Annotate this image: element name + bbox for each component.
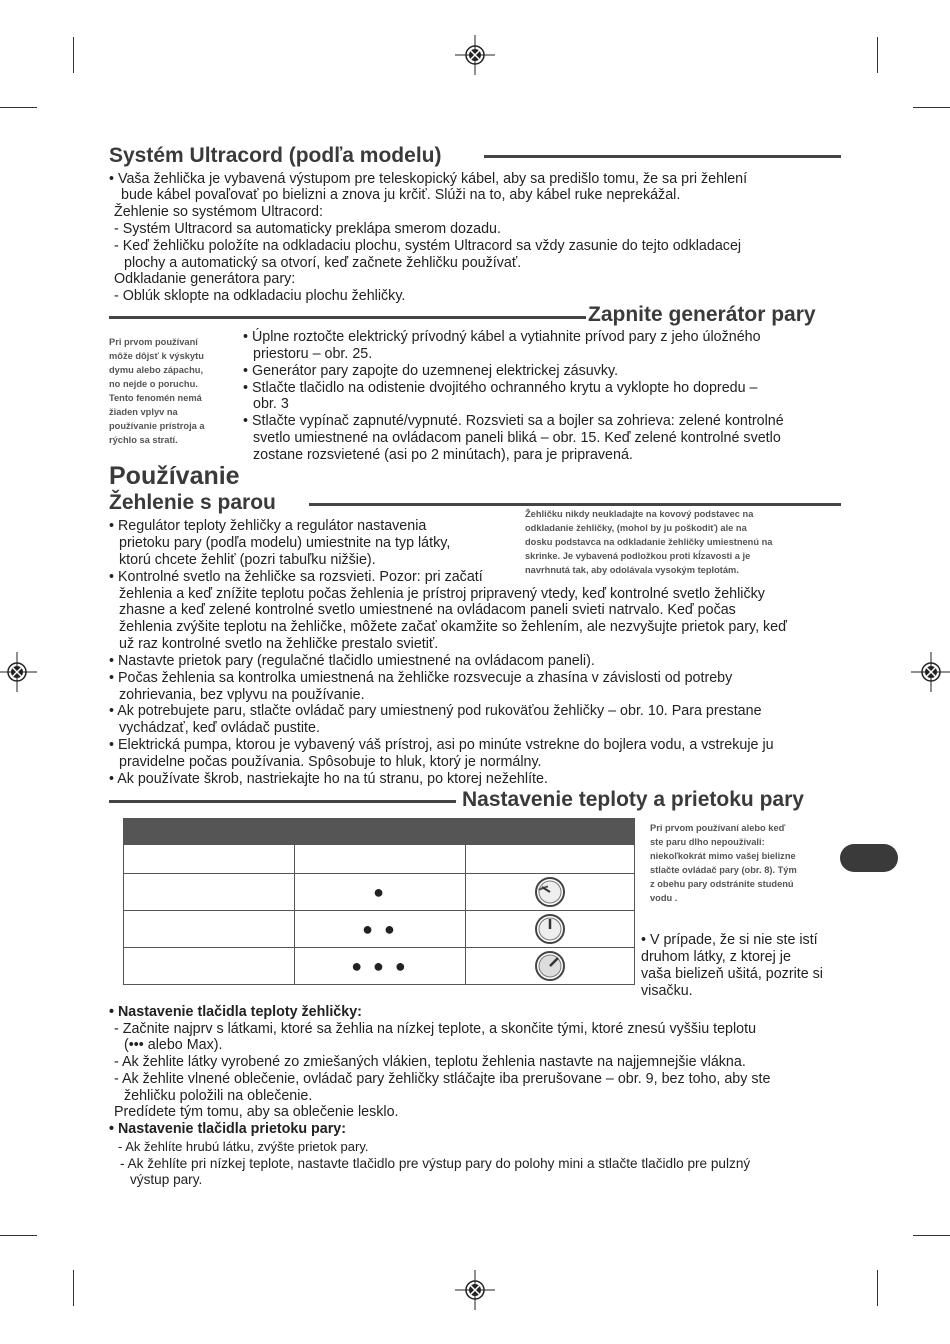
table-row: [124, 845, 635, 874]
text-line: žehlenia a keď znížite teplotu počas žehlenia je prístroj pripravený vtedy, keď kontrolné svetlo žehličky: [119, 586, 765, 602]
text-line: • Elektrická pumpa, ktorou je vybavený váš prístroj, asi po minúte vstrekne do bojlera vodu, a vstrekuje ju: [109, 737, 774, 753]
chapter-tab-marker: [840, 844, 898, 872]
crop-mark: [913, 107, 950, 108]
text-line: vychádzať, keď ovládač pustite.: [119, 720, 320, 736]
temperature-dots: ● ● ●: [295, 948, 466, 985]
crosshair-target-icon: [455, 1270, 495, 1310]
steam-dial-icon: [532, 913, 568, 945]
note-line: odkladanie žehličky, (mohol by ju poškodiť) ale na: [525, 523, 747, 533]
steam-dial-icon: [532, 876, 568, 908]
section-rule: [109, 316, 586, 319]
subheading: • Nastavenie tlačidla prietoku pary:: [109, 1121, 347, 1137]
text-line: • Kontrolné svetlo na žehličke sa rozsvieti. Pozor: pri začatí: [109, 569, 483, 585]
crop-mark: [0, 107, 37, 108]
note-line: niekoľkokrát mimo vašej bielizne: [650, 851, 796, 861]
text-line: ktorú chcete žehliť (pozri tabuľku nižšie).: [119, 552, 376, 568]
settings-table: [123, 818, 635, 985]
text-line: • Ak potrebujete paru, stlačte ovládač pary umiestnený pod rukoväťou žehličky – obr. 10. Para prestane: [109, 703, 762, 719]
text-line: prietoku pary (podľa modelu) umiestnite na typ látky,: [119, 535, 451, 551]
text-line: druhom látky, z ktorej je: [641, 949, 791, 965]
text-line: pravidelne počas používania. Spôsobuje to hluk, ktorý je normálny.: [119, 754, 542, 770]
text-line: obr. 3: [253, 396, 289, 412]
table-header-row: [124, 819, 635, 845]
note-line: navrhnutá tak, aby odolávala vysokým teplotám.: [525, 565, 739, 575]
text-line: • Generátor pary zapojte do uzemnenej elektrickej zásuvky.: [243, 363, 619, 379]
text-line: - Oblúk sklopte na odkladaciu plochu žehličky.: [114, 288, 406, 304]
crosshair-target-icon: [911, 652, 950, 692]
note-line: skrinke. Je vybavená podložkou proti kĺzavosti a je: [525, 551, 751, 561]
section-title-usage: Používanie: [109, 462, 240, 490]
table-row: [124, 948, 635, 985]
text-line: - Ak žehlíte pri nízkej teplote, nastavte tlačidlo pre výstup pary do polohy mini a stlačte tlačidlo pre pulzný: [120, 1156, 751, 1171]
text-line: • V prípade, že si nie ste istí: [641, 932, 818, 948]
text-line: visačku.: [641, 983, 693, 999]
section-rule: [309, 503, 841, 506]
text-line: • Stlačte tlačidlo na odistenie dvojitého ochranného krytu a vyklopte ho dopredu –: [243, 380, 758, 396]
text-line: • Úplne roztočte elektrický prívodný kábel a vytiahnite prívod pary z jeho úložného: [243, 329, 761, 345]
table-row: [124, 911, 635, 948]
text-line: vaša bielizeň ušitá, pozrite si: [641, 966, 823, 982]
text-line: • Nastavte prietok pary (regulačné tlačidlo umiestnené na ovládacom paneli).: [109, 653, 595, 669]
note-line: dosku podstavca na odkladanie žehličky umiestnenú na: [525, 537, 773, 547]
text-line: - Ak žehlíte hrubú látku, zvýšte prietok pary.: [118, 1139, 369, 1154]
text-line: plochy a automatický sa otvorí, keď začnete žehličku používať.: [124, 255, 522, 271]
text-line: - Ak žehlite vlnené oblečenie, ovládač pary žehličky stláčajte iba prerušovane – obr. 9, bez toho, aby ste: [114, 1071, 771, 1087]
crop-mark: [913, 1235, 950, 1236]
text-line: - Keď žehličku položíte na odkladaciu plochu, systém Ultracord sa vždy zasunie do tejto odkladacej: [114, 238, 742, 254]
note-line: no nejde o poruchu.: [109, 379, 198, 389]
text-line: zostane rozsvietené (asi po 2 minútach), para je pripravená.: [253, 447, 633, 463]
text-line: - Ak žehlite látky vyrobené zo zmiešaných vlákien, teplotu žehlenia nastavte na najjemnejšie vlákna.: [114, 1054, 746, 1070]
section-rule: [484, 155, 841, 158]
text-line: - Začnite najprv s látkami, ktoré sa žehlia na nízkej teplote, a skončite tými, ktoré znesú vyššiu teplotu: [114, 1021, 757, 1037]
text-line: bude kábel povaľovať po bielizni a znova ju krčiť. Slúži na to, aby kábel ruke neprekážal.: [121, 187, 681, 203]
text-line: (••• alebo Max).: [124, 1037, 223, 1053]
text-line: - Systém Ultracord sa automaticky preklápa smerom dozadu.: [114, 221, 501, 237]
text-line: žehlenia zvýšite teplotu na žehličke, môžete začať okamžite so žehlením, ale nezvyšujte prietok pary, keď: [119, 619, 787, 635]
note-line: môže dôjsť k výskytu: [109, 351, 204, 361]
section-title-generator: Zapnite generátor pary: [588, 303, 816, 326]
crop-mark: [73, 37, 74, 73]
text-line: Predídete tým tomu, aby sa oblečenie lesklo.: [114, 1104, 399, 1120]
section-subtitle-steam-ironing: Žehlenie s parou: [109, 491, 276, 514]
crop-mark: [877, 1270, 878, 1306]
note-line: dymu alebo zápachu,: [109, 365, 204, 375]
section-title-settings: Nastavenie teploty a prietoku pary: [462, 788, 804, 811]
text-line: • Počas žehlenia sa kontrolka umiestnená na žehličke rozsvecuje a zhasína v závislosti od potreby: [109, 670, 733, 686]
text-line: Žehlenie so systémom Ultracord:: [114, 204, 323, 220]
subheading: • Nastavenie tlačidla teploty žehličky:: [109, 1004, 362, 1020]
note-line: vodu .: [650, 893, 678, 903]
note-line: Pri prvom používaní alebo keď: [650, 823, 786, 833]
steam-dial-icon: [532, 950, 568, 982]
text-line: • Stlačte vypínač zapnuté/vypnuté. Rozsvieti sa a bojler sa zohrieva: zelené kontrolné: [243, 413, 784, 429]
text-line: priestoru – obr. 25.: [253, 346, 373, 362]
note-line: Tento fenomén nemá: [109, 393, 202, 403]
table-row: [124, 874, 635, 911]
section-title-ultracord: Systém Ultracord (podľa modelu): [109, 144, 442, 167]
section-rule: [109, 800, 456, 803]
temperature-dots: ●: [295, 874, 466, 911]
text-line: Odkladanie generátora pary:: [114, 271, 296, 287]
text-line: žehličku položili na oblečenie.: [124, 1088, 313, 1104]
crosshair-target-icon: [455, 35, 495, 75]
note-line: Pri prvom používaní: [109, 337, 198, 347]
note-line: ste paru dlho nepoužívali:: [650, 837, 765, 847]
temperature-dots: ● ●: [295, 911, 466, 948]
note-line: Žehličku nikdy neukladajte na kovový podstavec na: [525, 509, 754, 519]
note-line: rýchlo sa stratí.: [109, 435, 178, 445]
text-line: zhasne a keď zelené kontrolné svetlo umiestnené na ovládacom paneli svieti natrvalo. Keď počas: [119, 602, 736, 618]
text-line: • Regulátor teploty žehličky a regulátor nastavenia: [109, 518, 427, 534]
crop-mark: [877, 37, 878, 73]
note-line: stlačte ovládač pary (obr. 8). Tým: [650, 865, 797, 875]
text-line: • Ak používate škrob, nastriekajte ho na tú stranu, po ktorej nežehlíte.: [109, 771, 548, 787]
crop-mark: [73, 1270, 74, 1306]
crosshair-target-icon: [0, 652, 37, 692]
text-line: • Vaša žehlička je vybavená výstupom pre teleskopický kábel, aby sa predišlo tomu, že sa pri žehlení: [109, 171, 748, 187]
note-line: z obehu pary odstránite studenú: [650, 879, 794, 889]
text-line: svetlo umiestnené na ovládacom paneli bliká – obr. 15. Keď zelené kontrolné svetlo: [253, 430, 781, 446]
text-line: už raz kontrolné svetlo na žehličke prestalo svietiť.: [119, 636, 439, 652]
note-line: používanie prístroja a: [109, 421, 205, 431]
text-line: zohrievania, bez vplyvu na používanie.: [119, 687, 365, 703]
crop-mark: [0, 1235, 37, 1236]
text-line: výstup pary.: [130, 1172, 203, 1187]
note-line: žiaden vplyv na: [109, 407, 178, 417]
